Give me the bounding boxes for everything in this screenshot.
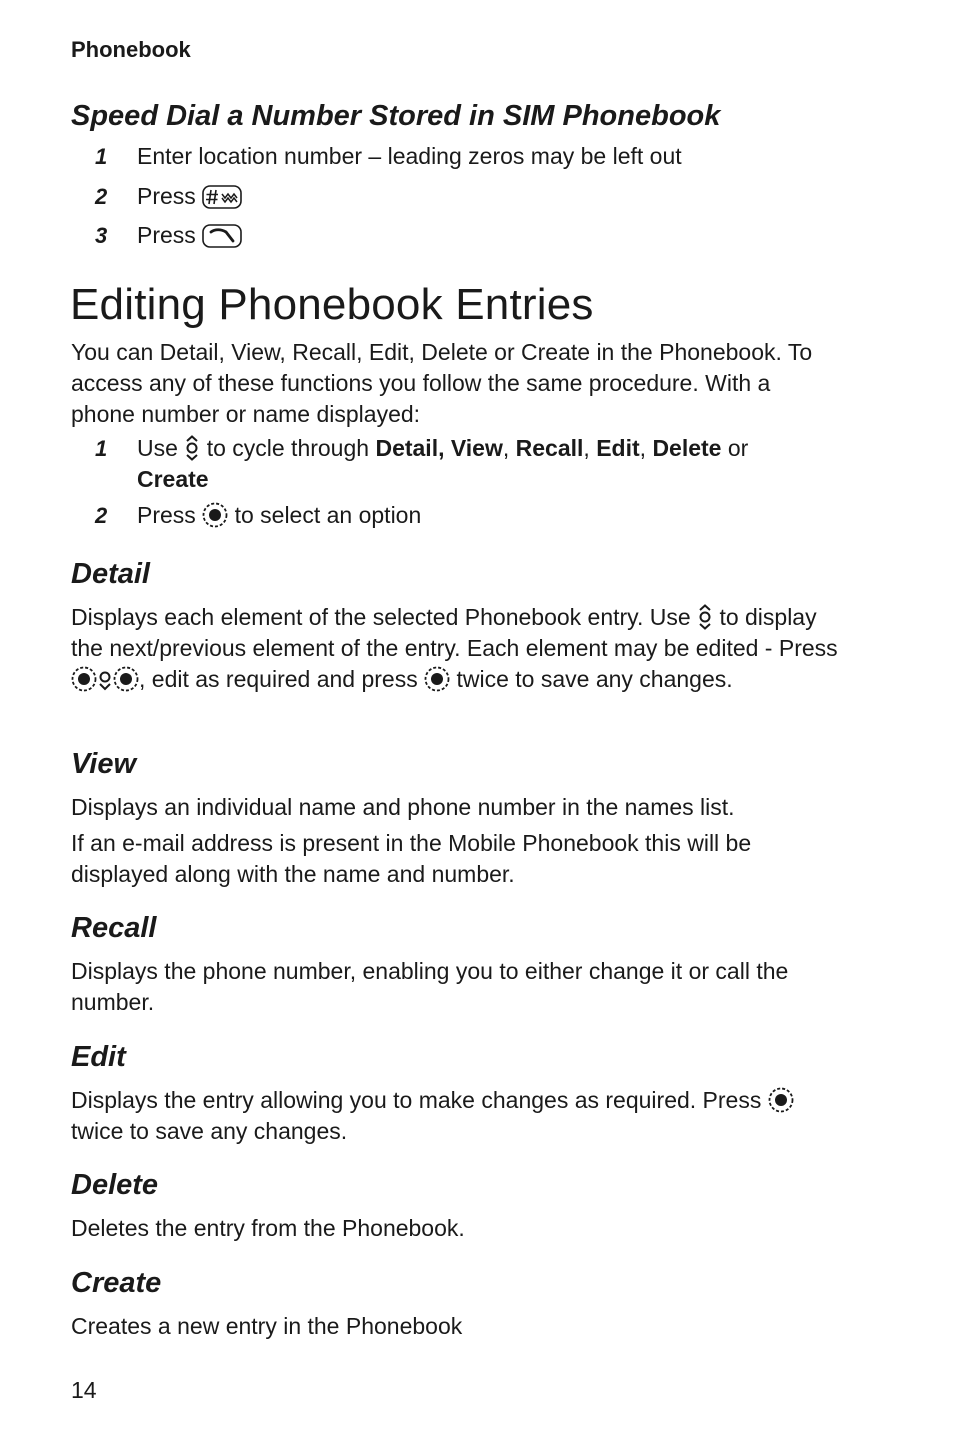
step-text-wrap: [137, 181, 837, 212]
hash-key-icon: [202, 185, 242, 209]
option-recall: Recall: [515, 435, 584, 461]
detail-heading: Detail: [71, 558, 150, 590]
separator: ,: [583, 435, 590, 461]
edit-text-1: Displays the entry allowing you to make changes as required. Press: [71, 1087, 762, 1113]
detail-text-2: to display the next/previous element of the entry. Each element may be edited - Press: [71, 604, 838, 661]
detail-body: [71, 602, 841, 695]
step-number: 3: [95, 223, 108, 248]
step-or: or: [727, 435, 749, 461]
step-press: Press: [137, 502, 196, 528]
view-heading: View: [71, 748, 137, 780]
detail-text-4: twice to save any changes.: [456, 666, 733, 692]
edit-body: [71, 1085, 841, 1147]
edit-text-2: twice to save any changes.: [71, 1118, 348, 1144]
call-key-icon: [202, 224, 242, 248]
step-text: Press: [137, 222, 196, 248]
view-body-2: If an e-mail address is present in the Mobile Phonebook this will be displayed along with the name and number.: [71, 830, 752, 887]
step-text-wrap: [137, 433, 817, 495]
delete-body: Deletes the entry from the Phonebook.: [71, 1215, 465, 1241]
view-body-1: Displays an individual name and phone number in the names list.: [71, 794, 735, 820]
select-key-icon: [768, 1087, 794, 1113]
navigation-key-icon: [697, 604, 713, 630]
recall-body: Displays the phone number, enabling you to either change it or call the number.: [71, 958, 789, 1015]
speed-dial-heading: Speed Dial a Number Stored in SIM Phonebook: [71, 100, 721, 132]
select-key-icon: [113, 666, 139, 692]
delete-heading: Delete: [71, 1169, 159, 1201]
step-number: 2: [95, 503, 108, 528]
select-key-icon: [424, 666, 450, 692]
select-key-icon: [71, 666, 97, 692]
separator: ,: [502, 435, 510, 461]
option-create: Create: [137, 466, 209, 492]
step-rest: to select an option: [234, 502, 422, 528]
option-delete: Delete: [652, 435, 722, 461]
recall-heading: Recall: [71, 912, 157, 944]
separator: ,: [639, 435, 647, 461]
page-title: Editing Phonebook Entries: [70, 280, 594, 329]
editing-intro: You can Detail, View, Recall, Edit, Delete or Create in the Phonebook. To access any of these functions you follow the same procedure. With a phone number or name displayed:: [71, 339, 813, 427]
option-edit: Edit: [596, 435, 640, 461]
step-number: 1: [95, 144, 108, 169]
step-number: 2: [95, 184, 108, 209]
step-text: Press: [137, 183, 196, 209]
step-cycle: to cycle through: [206, 435, 370, 461]
edit-heading: Edit: [71, 1041, 126, 1073]
step-number: 1: [95, 436, 108, 461]
detail-text-1: Displays each element of the selected Phonebook entry. Use: [71, 604, 691, 630]
create-body: Creates a new entry in the Phonebook: [71, 1313, 463, 1339]
navigation-down-icon: [97, 666, 113, 692]
step-text-wrap: [137, 500, 837, 531]
step-text: Enter location number – leading zeros may be left out: [137, 143, 682, 169]
step-text-wrap: [137, 220, 837, 251]
page-number: 14: [71, 1377, 97, 1403]
detail-text-3: , edit as required and press: [139, 666, 418, 692]
navigation-key-icon: [184, 435, 200, 461]
option-detail-view: Detail, View: [375, 435, 503, 461]
select-key-icon: [202, 502, 228, 528]
create-heading: Create: [71, 1267, 162, 1299]
running-header: Phonebook: [71, 37, 191, 62]
step-use: Use: [137, 435, 178, 461]
